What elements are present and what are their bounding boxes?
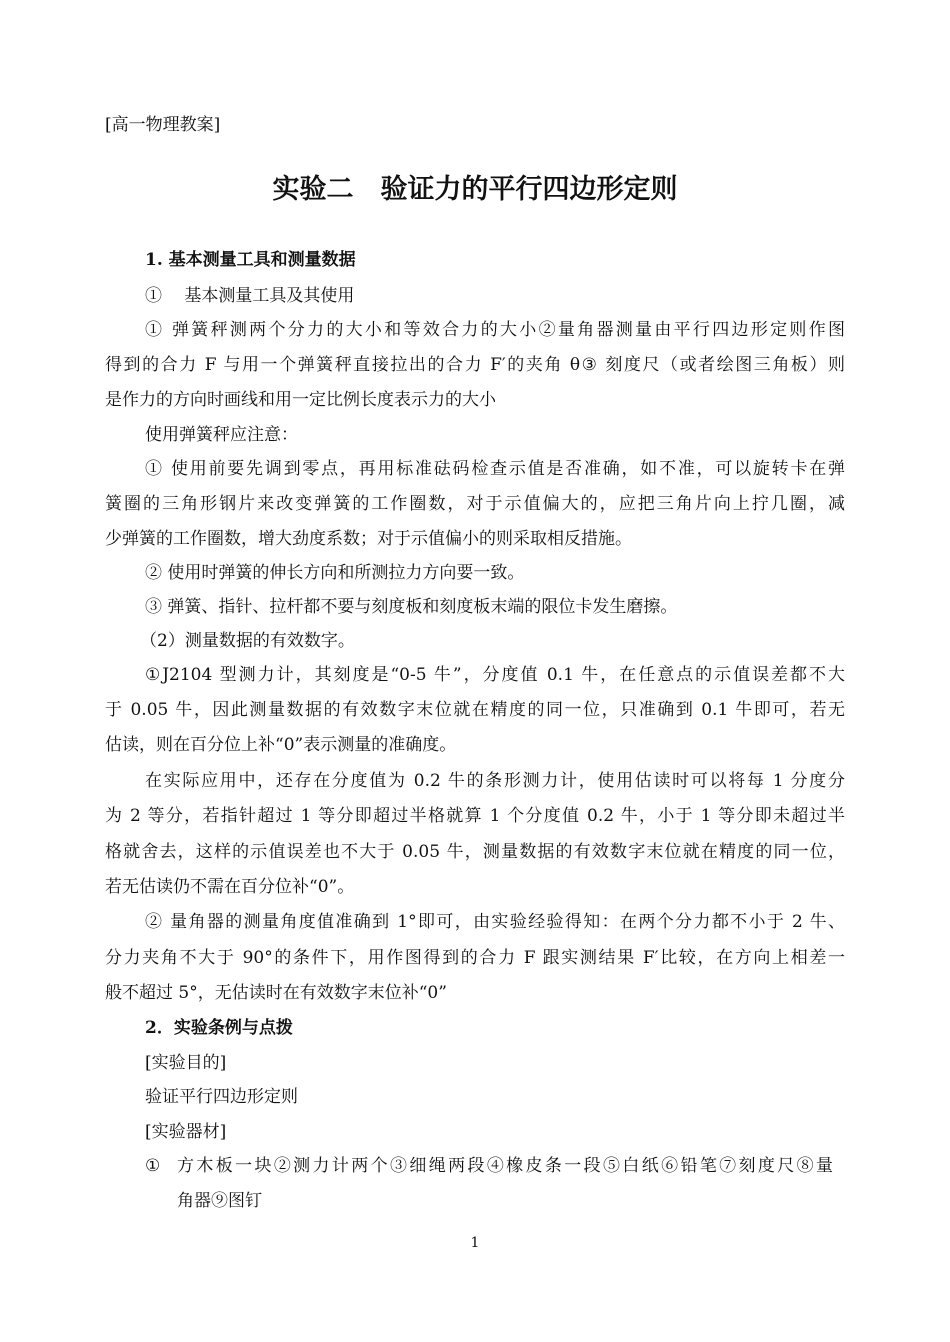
aim-label: [实验目的] — [145, 1053, 227, 1073]
paragraph-line: ① 弹簧秤测两个分力的大小和等效合力的大小②量角器测量由平行四边形定则作图 — [145, 320, 845, 340]
header-label: [高一物理教案] — [105, 115, 221, 135]
aim-text: 验证平行四边形定则 — [145, 1087, 298, 1107]
equipment-label: [实验器材] — [145, 1122, 227, 1142]
paragraph-line: 簧圈的三角形钢片来改变弹簧的工作圈数，对于示值偏大的，应把三角片向上拧几圈，减 — [105, 494, 845, 514]
subsection-tools: ① 基本测量工具及其使用 — [145, 286, 355, 306]
paragraph-line: 若无估读仍不需在百分位补“0”。 — [105, 877, 355, 897]
equipment-number: ① — [145, 1156, 161, 1176]
equipment-line: 方木板一块②测力计两个③细绳两段④橡皮条一段⑤白纸⑥铅笔⑦刻度尺⑧量 — [177, 1156, 833, 1176]
notes-intro: 使用弹簧秤应注意： — [145, 425, 298, 445]
paragraph-line: 估读，则在百分位上补“0”表示测量的准确度。 — [105, 735, 457, 755]
paragraph-line: 少弹簧的工作圈数，增大劲度系数；对于示值偏小的则采取相反措施。 — [105, 529, 632, 549]
paragraph-line: 般不超过 5°，无估读时在有效数字末位补“0” — [105, 983, 447, 1003]
paragraph-line: 为 2 等分，若指针超过 1 等分即超过半格就算 1 个分度值 0.2 牛，小于 1 等分即未超过半 — [105, 806, 845, 826]
page-number: 1 — [470, 1235, 480, 1251]
paragraph-line: ①J2104 型测力计，其刻度是“0-5 牛”，分度值 0.1 牛，在任意点的示值误差都不大 — [145, 665, 845, 685]
paragraph-line: 在实际应用中，还存在分度值为 0.2 牛的条形测力计，使用估读时可以将每 1 分度分 — [145, 771, 845, 791]
paragraph-line: ① 使用前要先调到零点，再用标准砝码检查示值是否准确，如不准，可以旋转卡在弹 — [145, 459, 845, 479]
subsection-digits: （2）测量数据的有效数字。 — [140, 631, 355, 651]
paragraph-line: 于 0.05 牛，因此测量数据的有效数字末位就在精度的同一位，只准确到 0.1 牛即可，若无 — [105, 700, 845, 720]
note-item: ② 使用时弹簧的伸长方向和所测拉力方向要一致。 — [145, 563, 525, 583]
paragraph-line: ② 量角器的测量角度值准确到 1°即可，由实验经验得知：在两个分力都不小于 2 牛、 — [145, 912, 845, 932]
paragraph-line: 格就舍去，这样的示值误差也不大于 0.05 牛，测量数据的有效数字末位就在精度的同一位， — [105, 842, 845, 862]
section-1-heading: 1. 基本测量工具和测量数据 — [145, 250, 356, 270]
equipment-line: 角器⑨图钉 — [177, 1191, 262, 1211]
paragraph-line: 是作力的方向时画线和用一定比例长度表示力的大小 — [105, 390, 496, 410]
paragraph-line: 分力夹角不大于 90°的条件下，用作图得到的合力 F 跟实测结果 F′比较，在方向上相差一 — [105, 948, 845, 968]
paragraph-line: 得到的合力 F 与用一个弹簧秤直接拉出的合力 F′的夹角 θ③ 刻度尺（或者绘图三角板）则 — [105, 355, 845, 375]
note-item: ③ 弹簧、指针、拉杆都不要与刻度板和刻度板末端的限位卡发生磨擦。 — [145, 597, 678, 617]
section-2-heading: 2．实验条例与点拨 — [145, 1018, 293, 1038]
page-title: 实验二 验证力的平行四边形定则 — [272, 174, 678, 205]
